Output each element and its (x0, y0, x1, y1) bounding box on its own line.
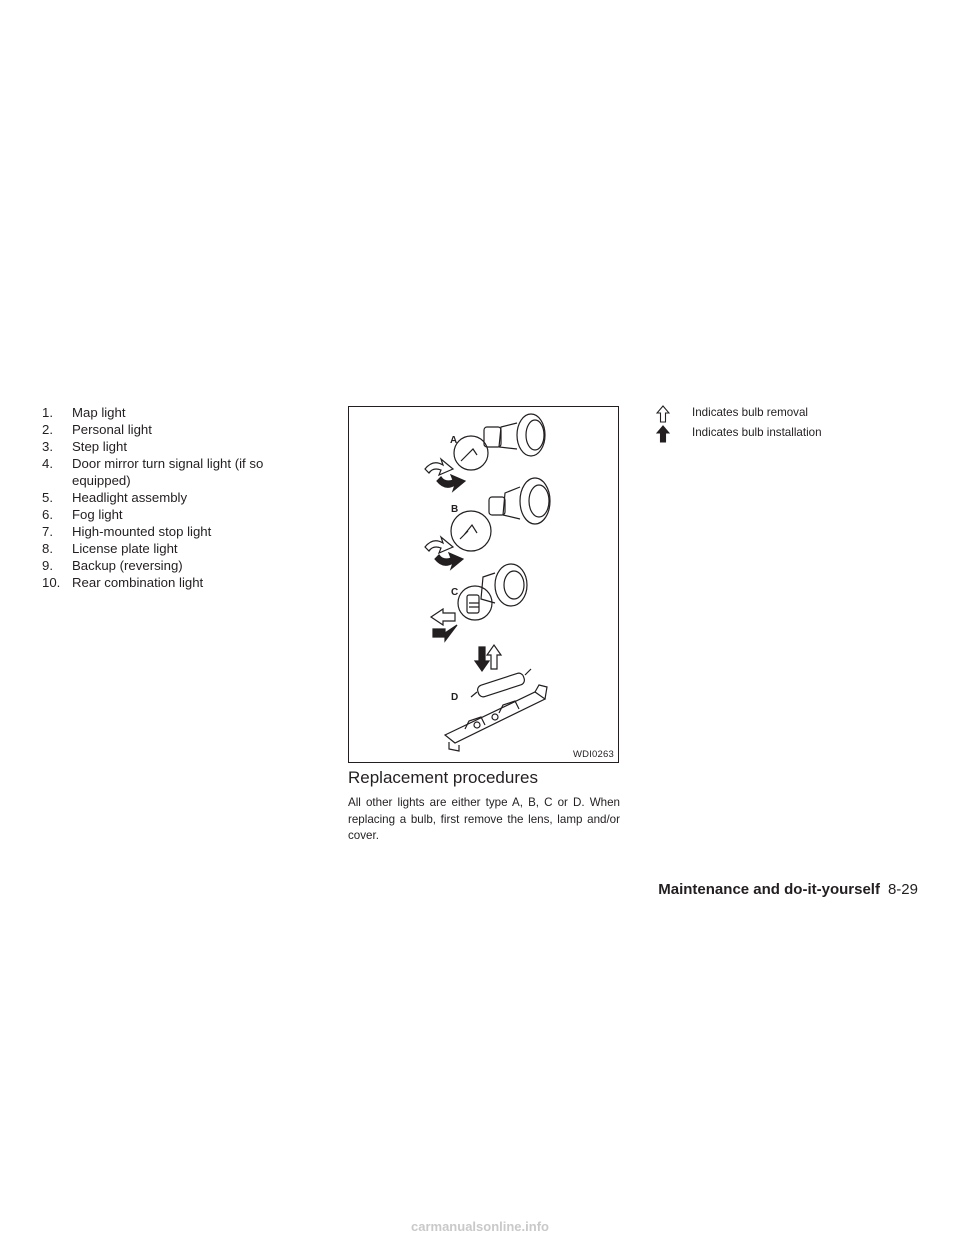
section-paragraph: All other lights are either type A, B, C or D. When replacing a bulb, first remove the lens, lamp and/or cover. (348, 796, 620, 842)
item-number: 6. (42, 507, 53, 522)
removal-arrow-icon (487, 645, 501, 669)
bulb-a-icon (454, 414, 545, 470)
bulb-d-icon (445, 669, 547, 751)
figure-label-a: A (450, 435, 458, 446)
bulb-c-icon (458, 564, 527, 620)
item-label: Map light (72, 405, 126, 420)
bulb-location-list (42, 404, 312, 591)
item-number: 8. (42, 541, 53, 556)
item-label: Personal light (72, 422, 152, 437)
removal-arrow-icon (425, 537, 453, 553)
item-label: Step light (72, 439, 127, 454)
page-footer (658, 881, 918, 898)
list-item (42, 404, 312, 421)
item-number: 10. (42, 575, 61, 590)
item-number: 4. (42, 456, 53, 471)
installation-arrow-icon (656, 425, 670, 443)
page-number: 8-29 (887, 881, 918, 898)
item-number: 9. (42, 558, 53, 573)
item-number: 1. (42, 405, 53, 420)
item-number: 3. (42, 439, 53, 454)
list-item (42, 540, 312, 557)
list-item (42, 489, 312, 506)
bulb-types-illustration (348, 406, 619, 763)
bulb-b-icon (451, 478, 550, 551)
list-item (42, 574, 312, 591)
legend-removal-text: Indicates bulb removal (692, 406, 808, 419)
item-label: High-mounted stop light (72, 524, 212, 539)
item-label: Headlight assembly (72, 490, 188, 505)
item-label: Backup (reversing) (72, 558, 183, 573)
figure-label-d: D (451, 692, 459, 703)
installation-arrow-icon (475, 647, 489, 671)
footer-section-title: Maintenance and do-it-yourself (658, 881, 880, 898)
list-item (42, 523, 312, 540)
section-heading: Replacement procedures (348, 768, 538, 787)
figure-code: WDI0263 (572, 749, 614, 760)
list-item (42, 455, 312, 489)
installation-arrow-icon (437, 475, 465, 491)
item-number: 5. (42, 490, 53, 505)
figure-label-b: B (451, 504, 459, 515)
removal-arrow-icon (425, 459, 453, 475)
item-number: 7. (42, 524, 53, 539)
list-item (42, 421, 312, 438)
watermark: carmanualsonline.info (411, 1219, 549, 1234)
legend-row-removal (656, 406, 916, 426)
legend-row-installation (656, 426, 916, 446)
legend-installation-text: Indicates bulb installation (692, 426, 822, 439)
removal-arrow-icon (656, 405, 670, 423)
removal-arrow-icon (431, 609, 455, 625)
arrow-legend (656, 406, 916, 446)
list-item (42, 557, 312, 574)
bulb-drawing (349, 407, 618, 762)
installation-arrow-icon (435, 553, 463, 569)
item-label: Door mirror turn signal light (if so equipped) (72, 456, 264, 488)
list-item (42, 506, 312, 523)
item-number: 2. (42, 422, 53, 437)
item-label: Fog light (72, 507, 123, 522)
installation-arrow-icon (433, 625, 457, 641)
item-label: License plate light (72, 541, 178, 556)
list-item (42, 438, 312, 455)
item-label: Rear combination light (72, 575, 204, 590)
figure-label-c: C (451, 587, 459, 598)
